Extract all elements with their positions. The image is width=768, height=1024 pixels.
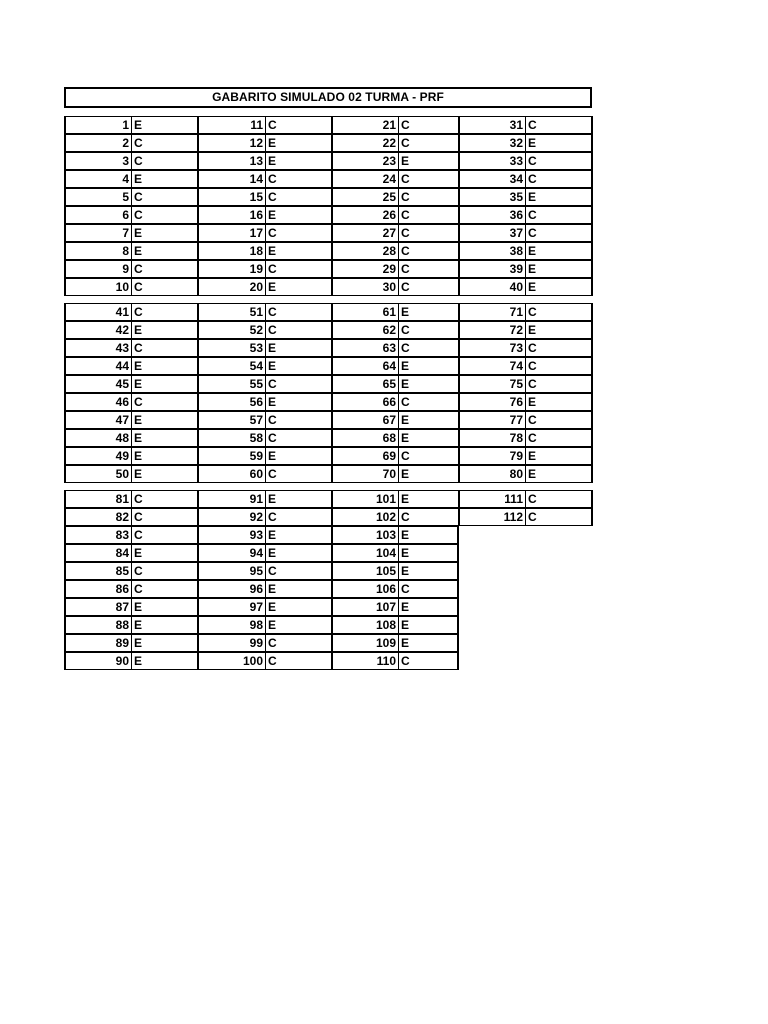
question-number: 27 [332, 224, 398, 242]
question-number: 4 [64, 170, 131, 188]
question-number: 14 [198, 170, 265, 188]
question-number: 67 [332, 411, 398, 429]
question-number: 94 [198, 544, 265, 562]
answer-value: C [131, 526, 198, 544]
answer-value: C [525, 411, 593, 429]
answer-value: C [525, 170, 593, 188]
question-number: 42 [64, 321, 131, 339]
answer-value: C [265, 652, 332, 670]
answer-value: C [398, 134, 459, 152]
question-number: 17 [198, 224, 265, 242]
answer-value: E [131, 616, 198, 634]
question-number: 109 [332, 634, 398, 652]
answer-value: C [265, 634, 332, 652]
question-number: 68 [332, 429, 398, 447]
question-number: 82 [64, 508, 131, 526]
answer-value: E [398, 411, 459, 429]
answer-value: E [265, 339, 332, 357]
answer-value: E [525, 188, 593, 206]
answer-value: E [131, 544, 198, 562]
answer-value: C [525, 303, 593, 321]
answer-value: E [398, 598, 459, 616]
answer-value: E [525, 134, 593, 152]
question-number: 47 [64, 411, 131, 429]
answer-value: E [131, 321, 198, 339]
answer-value: E [131, 357, 198, 375]
answer-value: C [525, 429, 593, 447]
answer-value: C [265, 321, 332, 339]
answer-value: C [525, 224, 593, 242]
question-number: 100 [198, 652, 265, 670]
answer-value: E [131, 242, 198, 260]
answer-value: E [398, 375, 459, 393]
answer-value: E [265, 616, 332, 634]
answer-value: C [265, 429, 332, 447]
answer-value: C [265, 375, 332, 393]
question-number: 93 [198, 526, 265, 544]
question-number: 53 [198, 339, 265, 357]
answer-value: C [398, 580, 459, 598]
answer-value: C [265, 260, 332, 278]
answer-value: E [525, 260, 593, 278]
answer-value: E [398, 616, 459, 634]
question-number: 44 [64, 357, 131, 375]
answer-value: E [398, 562, 459, 580]
answer-value: C [265, 116, 332, 134]
question-number: 54 [198, 357, 265, 375]
question-number: 89 [64, 634, 131, 652]
question-number: 23 [332, 152, 398, 170]
answer-value: E [131, 447, 198, 465]
answer-value: C [131, 580, 198, 598]
question-number: 41 [64, 303, 131, 321]
question-number: 48 [64, 429, 131, 447]
question-number: 12 [198, 134, 265, 152]
answer-value: E [131, 224, 198, 242]
question-number: 64 [332, 357, 398, 375]
question-number: 61 [332, 303, 398, 321]
question-number: 102 [332, 508, 398, 526]
answer-value: E [265, 447, 332, 465]
question-number: 107 [332, 598, 398, 616]
answer-value: C [525, 116, 593, 134]
question-number: 19 [198, 260, 265, 278]
question-number: 13 [198, 152, 265, 170]
answer-value: C [131, 303, 198, 321]
question-number: 21 [332, 116, 398, 134]
answer-value: E [131, 429, 198, 447]
question-number: 50 [64, 465, 131, 483]
answer-value: E [398, 634, 459, 652]
question-number: 56 [198, 393, 265, 411]
question-number: 70 [332, 465, 398, 483]
answer-value: E [131, 598, 198, 616]
answer-value: E [265, 134, 332, 152]
answer-value: C [398, 170, 459, 188]
answer-value: E [398, 429, 459, 447]
answer-value: C [265, 188, 332, 206]
question-number: 45 [64, 375, 131, 393]
answer-value: E [265, 490, 332, 508]
question-number: 57 [198, 411, 265, 429]
question-number: 51 [198, 303, 265, 321]
question-number: 46 [64, 393, 131, 411]
question-number: 105 [332, 562, 398, 580]
question-number: 79 [459, 447, 525, 465]
question-number: 85 [64, 562, 131, 580]
question-number: 39 [459, 260, 525, 278]
answer-value: E [525, 242, 593, 260]
question-number: 16 [198, 206, 265, 224]
answer-value: C [398, 393, 459, 411]
answer-value: C [525, 206, 593, 224]
question-number: 7 [64, 224, 131, 242]
answer-value: E [265, 152, 332, 170]
answer-value: E [265, 242, 332, 260]
answer-value: C [398, 206, 459, 224]
question-number: 83 [64, 526, 131, 544]
question-number: 5 [64, 188, 131, 206]
question-number: 104 [332, 544, 398, 562]
answer-value: C [131, 562, 198, 580]
question-number: 66 [332, 393, 398, 411]
question-number: 110 [332, 652, 398, 670]
answer-value: E [398, 490, 459, 508]
question-number: 91 [198, 490, 265, 508]
answer-value: C [131, 152, 198, 170]
question-number: 40 [459, 278, 525, 296]
answer-value: E [525, 447, 593, 465]
answer-value: C [398, 508, 459, 526]
answer-value: C [131, 260, 198, 278]
question-number: 9 [64, 260, 131, 278]
question-number: 59 [198, 447, 265, 465]
question-number: 8 [64, 242, 131, 260]
answer-value: E [265, 544, 332, 562]
question-number: 96 [198, 580, 265, 598]
answer-value: C [131, 188, 198, 206]
answer-value: C [265, 224, 332, 242]
question-number: 10 [64, 278, 131, 296]
answer-value: C [398, 224, 459, 242]
answer-value: C [265, 411, 332, 429]
question-number: 55 [198, 375, 265, 393]
answer-value: E [525, 321, 593, 339]
question-number: 97 [198, 598, 265, 616]
question-number: 37 [459, 224, 525, 242]
answer-value: E [131, 652, 198, 670]
answer-value: E [398, 152, 459, 170]
question-number: 77 [459, 411, 525, 429]
question-number: 30 [332, 278, 398, 296]
answer-value: C [265, 562, 332, 580]
question-number: 111 [459, 490, 525, 508]
question-number: 58 [198, 429, 265, 447]
answer-value: C [398, 652, 459, 670]
question-number: 86 [64, 580, 131, 598]
question-number: 3 [64, 152, 131, 170]
answer-value: E [265, 278, 332, 296]
question-number: 108 [332, 616, 398, 634]
answer-value: C [525, 339, 593, 357]
question-number: 11 [198, 116, 265, 134]
question-number: 38 [459, 242, 525, 260]
answer-value: C [525, 490, 593, 508]
question-number: 29 [332, 260, 398, 278]
answer-value: E [398, 303, 459, 321]
question-number: 90 [64, 652, 131, 670]
answer-value: C [265, 303, 332, 321]
answer-value: C [525, 152, 593, 170]
answer-value: E [525, 465, 593, 483]
answer-value: C [398, 188, 459, 206]
question-number: 52 [198, 321, 265, 339]
page-title: GABARITO SIMULADO 02 TURMA - PRF [64, 87, 592, 108]
question-number: 18 [198, 242, 265, 260]
question-number: 36 [459, 206, 525, 224]
question-number: 43 [64, 339, 131, 357]
question-number: 106 [332, 580, 398, 598]
question-number: 84 [64, 544, 131, 562]
answer-value: E [131, 170, 198, 188]
answer-value: E [265, 526, 332, 544]
answer-value: C [398, 242, 459, 260]
question-number: 88 [64, 616, 131, 634]
answer-value: C [131, 393, 198, 411]
answer-value: E [265, 393, 332, 411]
question-number: 6 [64, 206, 131, 224]
question-number: 98 [198, 616, 265, 634]
question-number: 15 [198, 188, 265, 206]
question-number: 32 [459, 134, 525, 152]
question-number: 80 [459, 465, 525, 483]
answer-value: C [398, 321, 459, 339]
question-number: 24 [332, 170, 398, 188]
question-number: 26 [332, 206, 398, 224]
answer-value: E [398, 465, 459, 483]
answer-value: C [525, 357, 593, 375]
answer-value: E [525, 278, 593, 296]
answer-value: C [398, 278, 459, 296]
answer-value: C [398, 260, 459, 278]
question-number: 49 [64, 447, 131, 465]
answer-value: C [265, 465, 332, 483]
answer-value: E [265, 580, 332, 598]
question-number: 92 [198, 508, 265, 526]
question-number: 22 [332, 134, 398, 152]
question-number: 62 [332, 321, 398, 339]
answer-value: C [131, 206, 198, 224]
question-number: 20 [198, 278, 265, 296]
answer-value: E [131, 116, 198, 134]
question-number: 78 [459, 429, 525, 447]
answer-value: E [398, 526, 459, 544]
question-number: 103 [332, 526, 398, 544]
question-number: 31 [459, 116, 525, 134]
answer-value: E [131, 411, 198, 429]
question-number: 87 [64, 598, 131, 616]
question-number: 74 [459, 357, 525, 375]
answer-value: E [265, 357, 332, 375]
answer-value: C [131, 508, 198, 526]
answer-value: C [265, 170, 332, 188]
answer-value: E [265, 598, 332, 616]
question-number: 72 [459, 321, 525, 339]
question-number: 95 [198, 562, 265, 580]
question-number: 2 [64, 134, 131, 152]
answer-value: C [525, 508, 593, 526]
question-number: 76 [459, 393, 525, 411]
answer-value: C [131, 278, 198, 296]
question-number: 1 [64, 116, 131, 134]
question-number: 34 [459, 170, 525, 188]
answer-value: C [398, 447, 459, 465]
answer-value: E [398, 357, 459, 375]
answer-value: E [131, 375, 198, 393]
answer-value: C [398, 116, 459, 134]
question-number: 81 [64, 490, 131, 508]
question-number: 101 [332, 490, 398, 508]
answer-value: C [131, 339, 198, 357]
question-number: 28 [332, 242, 398, 260]
answer-value: C [398, 339, 459, 357]
question-number: 73 [459, 339, 525, 357]
answer-value: E [265, 206, 332, 224]
answer-value: E [131, 465, 198, 483]
answer-value: E [398, 544, 459, 562]
answer-value: E [525, 393, 593, 411]
answer-value: C [131, 490, 198, 508]
question-number: 33 [459, 152, 525, 170]
question-number: 75 [459, 375, 525, 393]
answer-value: C [525, 375, 593, 393]
question-number: 112 [459, 508, 525, 526]
question-number: 60 [198, 465, 265, 483]
question-number: 71 [459, 303, 525, 321]
answer-value: C [131, 134, 198, 152]
answer-value: E [131, 634, 198, 652]
question-number: 65 [332, 375, 398, 393]
question-number: 99 [198, 634, 265, 652]
answer-value: C [265, 508, 332, 526]
question-number: 25 [332, 188, 398, 206]
question-number: 35 [459, 188, 525, 206]
question-number: 63 [332, 339, 398, 357]
question-number: 69 [332, 447, 398, 465]
